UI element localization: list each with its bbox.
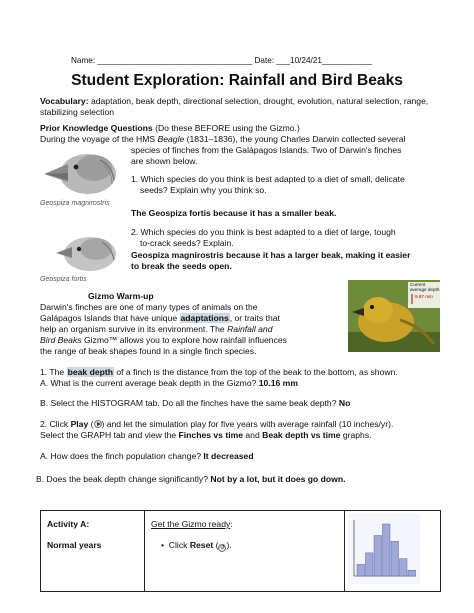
question-2-text-f: and: [243, 430, 263, 440]
warmup-text-4b: Gizmo™ allows you to explore how rainfall influences: [81, 335, 287, 345]
prior-answer-1: The Geospiza fortis because it has a smaller beak.: [131, 208, 337, 218]
question-1-num: 1. The: [40, 367, 67, 377]
intro-line-3: are shown below.: [131, 156, 198, 166]
question-2-text-a: 2. Click: [40, 419, 71, 429]
histogram-bar: [366, 553, 374, 576]
histogram-bar: [374, 536, 382, 576]
activity-instructions-cell: [145, 511, 345, 592]
reset-icon: ↺: [219, 544, 225, 551]
question-1b: [40, 398, 440, 409]
vocabulary-block: [40, 96, 440, 118]
warmup-line-3: [40, 324, 440, 335]
beak-depth-vs-time-label: Beak depth vs time: [262, 430, 341, 440]
histogram-thumbnail: [348, 514, 420, 584]
activity-label-cell: [41, 511, 145, 592]
intro-line-1: [40, 134, 440, 145]
prior-knowledge-note: (Do these BEFORE using the Gizmo.): [152, 123, 300, 133]
question-1a-text: A. What is the current average beak depth in the Gizmo?: [40, 378, 259, 388]
prior-question-2a: 2. Which species do you think is best adapted to a diet of large, tough: [131, 227, 396, 237]
name-label: Name:: [71, 56, 96, 65]
play-label: Play: [70, 419, 89, 429]
prior-answer-2b: to break the seeds open.: [131, 261, 232, 271]
finch-fortis-illustration: [38, 230, 126, 276]
warmup-line-2: [40, 313, 440, 324]
reset-label: Reset: [189, 539, 214, 550]
adaptations-term: adaptations: [180, 313, 229, 323]
warmup-line-5: the range of beak shapes found in a single finch species.: [40, 346, 257, 356]
warmup-text-4i: Bird Beaks: [40, 335, 82, 345]
question-1b-text: B. Select the HISTOGRAM tab. Do all the finches have the same beak depth?: [40, 398, 339, 408]
warmup-line-4: [40, 335, 440, 346]
question-2a: [40, 451, 440, 462]
histogram-bar: [400, 559, 408, 576]
get-ready-colon: :: [230, 519, 233, 529]
question-2-text-b: (: [88, 419, 94, 429]
name-date-line: [71, 56, 372, 66]
photo-depth-label: Current average depth: [410, 282, 440, 293]
get-ready-line: [151, 519, 338, 530]
beak-depth-term: beak depth: [67, 367, 113, 377]
histogram-bar: [357, 564, 365, 576]
activity-image-cell: [345, 511, 441, 592]
reset-paren-open: (: [213, 539, 219, 550]
question-2b: [36, 474, 456, 485]
question-2b-answer: Not by a lot, but it does go down.: [210, 474, 346, 484]
intro-text-1: During the voyage of the HMS: [40, 134, 158, 144]
prior-question-1b: seeds? Explain why you think so.: [140, 185, 267, 195]
activity-table: [40, 510, 441, 592]
histogram-bar: [383, 524, 391, 576]
intro-text-2: (1831–1836), the young Charles Darwin collected several: [184, 134, 406, 144]
histogram-bar: [391, 541, 399, 576]
photo-depth-value: 9.97 mm: [415, 294, 433, 299]
question-1a-answer: 10.16 mm: [258, 378, 298, 388]
play-icon: [94, 420, 102, 428]
prior-knowledge-heading: Prior Knowledge Questions: [40, 123, 153, 133]
question-2-text-d: Select the GRAPH tab and view the: [40, 430, 179, 440]
question-1: [40, 367, 450, 378]
question-2-line-1: [40, 419, 450, 430]
activity-title: Activity A:: [47, 519, 90, 529]
name-blank: __________________________________: [97, 56, 253, 65]
question-2b-text: B. Does the beak depth change significantly?: [36, 474, 211, 484]
warmup-line-1: Darwin's finches are one of many types of animals on the: [40, 302, 258, 312]
vocabulary-text: adaptation, beak depth, directional selection, drought, evolution, natural selection, range, stabilizing selection: [40, 96, 429, 117]
caption-fortis: Geospiza fortis: [40, 276, 87, 283]
reset-instruction: [161, 540, 338, 552]
question-2-text-h: graphs.: [340, 430, 372, 440]
reset-paren-close: ).: [226, 539, 232, 550]
question-1b-answer: No: [338, 398, 351, 408]
prior-knowledge-heading-line: [40, 123, 440, 134]
question-2a-answer: It decreased: [203, 451, 254, 461]
bullet: •: [161, 539, 165, 550]
question-2-line-2: [40, 430, 450, 441]
warmup-text-3i: Rainfall and: [227, 324, 273, 334]
question-2-text-c: ) and let the simulation play for five years with average rainfall (10 inches/yr).: [101, 419, 394, 429]
get-ready-label: Get the Gizmo ready: [151, 519, 231, 529]
prior-answer-2a: Geospiza magnirostris because it has a larger beak, making it easier: [131, 250, 411, 260]
click-text: Click: [168, 539, 190, 550]
question-1-rest: of a finch is the distance from the top of the beak to the bottom, as shown.: [113, 367, 398, 377]
warmup-text-3a: help an organism survive in its environment. The: [40, 324, 228, 334]
activity-subtitle: Normal years: [47, 539, 102, 550]
intro-line-2: species of finches from the Galápagos Islands. Two of Darwin's finches: [131, 145, 402, 155]
page-title: Student Exploration: Rainfall and Bird Beaks: [71, 72, 403, 89]
prior-question-2b: to-crack seeds? Explain.: [140, 238, 234, 248]
caption-magnirostris: Geospiza magnirostris: [40, 200, 110, 207]
vocabulary-label: Vocabulary:: [40, 96, 89, 106]
warmup-text-2a: Galápagos Islands that have unique: [40, 313, 180, 323]
warmup-text-2b: , or traits that: [229, 313, 280, 323]
finch-magnirostris-illustration: [38, 146, 126, 198]
histogram-bar: [408, 570, 416, 576]
question-1a: [40, 378, 440, 389]
ship-name: Beagle: [157, 134, 185, 144]
date-value: ___10/24/21___________: [276, 56, 372, 65]
question-2a-text: A. How does the finch population change?: [40, 451, 204, 461]
warmup-heading: Gizmo Warm-up: [88, 291, 154, 301]
date-label: Date:: [254, 56, 275, 65]
finches-vs-time-label: Finches vs time: [178, 430, 244, 440]
prior-question-1a: 1. Which species do you think is best adapted to a diet of small, delicate: [131, 174, 405, 184]
